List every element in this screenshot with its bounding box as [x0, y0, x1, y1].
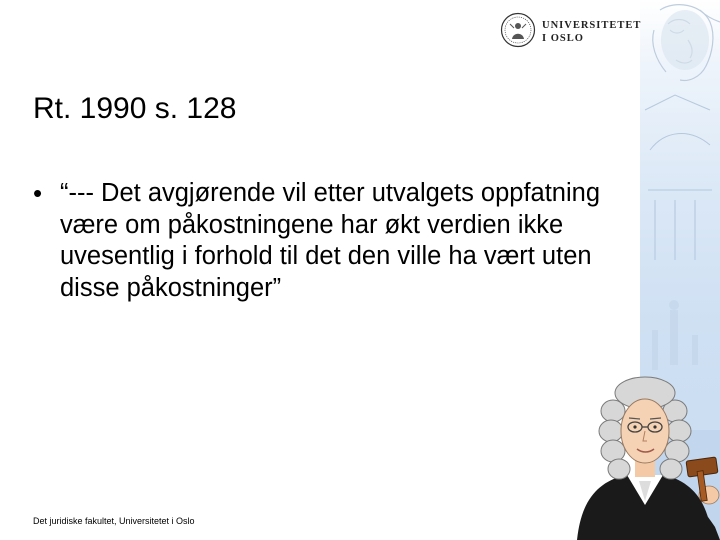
- bullet-marker: •: [33, 178, 43, 208]
- university-logo: [500, 12, 640, 52]
- slide-title: Rt. 1990 s. 128: [33, 92, 237, 125]
- logo-line-2: I OSLO: [542, 33, 584, 44]
- quote-text: “--- Det avgjørende vil etter utvalgets oppfatning være om påkostningene har økt verdien ikke uvesentlig i forhold til det den ville ha vært uten disse påkostninger”: [60, 179, 601, 302]
- judge-with-gavel-icon: [567, 375, 720, 540]
- university-name: [542, 19, 641, 45]
- logo-line-1: UNIVERSITETET: [542, 20, 642, 31]
- university-seal-icon: [500, 12, 536, 48]
- footer-text: Det juridiske fakultet, Universitetet i Oslo: [33, 516, 195, 526]
